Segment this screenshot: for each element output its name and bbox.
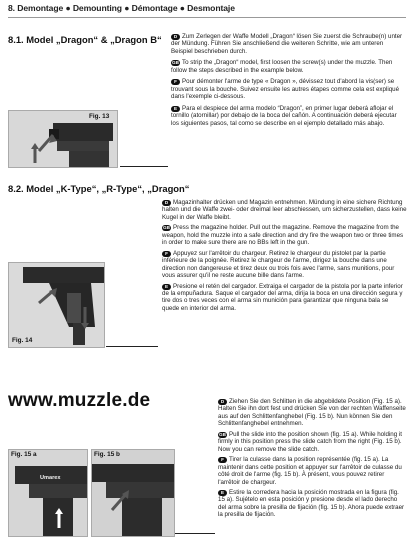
paragraph-es: E Presione el retén del cargador. Extraiga el cargador de la pistola por la parte inferior de la empuñadura. Saque el cargador del arma, dirija la boca en una dirección segura y tire dos o tres veces con el arma sin munición para garantizar que ninguna bala se quede en interior del arma. xyxy=(162,282,403,312)
figure-15b-label: Fig. 15 b xyxy=(94,451,120,458)
paragraph-gb: GB Pull the slide into the position shown (fig. 15 a). While holding it firmly in this position press the slide catch from the right (Fig. 15 b). Now you can remove the slide catch. xyxy=(218,430,403,453)
lang-badge-gb: GB xyxy=(172,60,179,66)
section-8-1-text xyxy=(171,33,406,127)
section-8-3-text xyxy=(218,398,407,519)
lang-badge-es: E xyxy=(218,490,227,496)
lang-badge-de: D xyxy=(218,399,227,405)
divider xyxy=(175,533,215,534)
pistol-slide-image xyxy=(9,450,87,536)
figure-14-label: Fig. 14 xyxy=(12,337,33,344)
paragraph-gb: GB Press the magazine holder. Pull out the magazine. Remove the magazine from the weapon, hold the muzzle into a safe direction and dry fire the weapon two or three times in order to make sure there are no BBs left in the gun. xyxy=(162,224,404,247)
figure-15b xyxy=(91,449,175,537)
lang-badge-fr: F xyxy=(218,457,227,463)
header-rule xyxy=(8,17,406,18)
page-header: 8. Demontage ● Demounting ● Démontage ● Desmontaje xyxy=(8,3,235,13)
lang-badge-es: E xyxy=(171,106,180,112)
lang-badge-fr: F xyxy=(162,251,171,257)
section-title-8-2: 8.2. Model „K-Type“, „R-Type“, „Dragon“ xyxy=(8,183,190,194)
pistol-magazine-image xyxy=(9,263,104,347)
paragraph-de: D Magazinhalter drücken und Magazin entnehmen. Mündung in eine sichere Richtung halten und die Waffe zwei- oder dreimal leer abschiessen, um sicherzustellen, dass keine Kugel in der Waffe bleibt. xyxy=(162,199,407,221)
section-title-8-1: 8.1. Model „Dragon“ & „Dragon B“ xyxy=(8,34,162,45)
paragraph-de: D Zum Zerlegen der Waffe Modell „Dragon“ lösen Sie zuerst die Schraube(n) unter der Mündung. Führen Sie anschließend die weiteren Schritte, wie am unteren Beispiel beschrieben durch. xyxy=(171,33,403,55)
figure-14 xyxy=(8,262,105,348)
lang-badge-gb: GB xyxy=(219,431,226,437)
divider xyxy=(106,346,158,347)
watermark: Umarex xyxy=(40,475,61,481)
lang-badge-es: E xyxy=(162,284,171,290)
lang-badge-de: D xyxy=(162,200,171,206)
section-8-2-text xyxy=(162,199,407,312)
paragraph-de: D Ziehen Sie den Schlitten in die abgebildete Position (Fig. 15 a). Halten Sie ihn dort fest und drücken Sie von der rechten Waffenseite aus auf den Schlittenfanghebel (Fig. 15 b). Nun können Sie den Schlittenfanghebel entnehmen. xyxy=(218,398,406,428)
paragraph-fr: F Appuyez sur l'arrêtoir du chargeur. Retirez le chargeur du pistolet par la partie inférieure de la poignée. Retirez le chargeur de l'arme, dirigez la bouche dans une direction non dangereuse et tirez deux ou trois fois avec l'arme, sans munitions, pour vous assurer qu'il ne reste aucune bille dans l'arme. xyxy=(162,249,395,280)
figure-15a-label: Fig. 15 a xyxy=(11,451,37,458)
paragraph-fr: F Tirer la culasse dans la position représentée (fig. 15 a). La maintenir dans cette position et appuyer sur l'arrêtoir de culasse du côté droit de l'arme (fig. 15 b). À présent, vous pouvez retirer l'arrêtoir de chargeur. xyxy=(218,456,402,486)
figure-13-label: Fig. 13 xyxy=(89,113,110,120)
figure-15a xyxy=(8,449,88,537)
paragraph-gb: GB To strip the „Dragon“ model, first loosen the screw(s) under the muzzle. Then follow the steps described in the example below. xyxy=(171,59,393,74)
paragraph-es: E Para el despiece del arma modelo “Dragon”, en primer lugar deberá aflojar el tornillo (atornillar) por debajo de la boca del cañón. A continuación deberá ejecutar los siguientes pasos, tal como se describe en el ejemplo detallado más abajo. xyxy=(171,104,397,127)
website-url: www.muzzle.de xyxy=(8,390,151,411)
slide-catch-image xyxy=(92,450,174,536)
lang-badge-de: D xyxy=(171,34,180,40)
divider xyxy=(120,166,168,167)
lang-badge-fr: F xyxy=(171,79,180,85)
paragraph-fr: F Pour démonter l'arme de type « Dragon », dévissez tout d'abord la vis(ser) se trouvant sous la bouche. Suivez ensuite les autres étapes comme cela est expliqué dans l'exemple ci-dessous. xyxy=(171,78,400,101)
paragraph-es: E Estire la corredera hacia la posición mostrada en la figura (fig. 15 a). Sujételo en esta posición y presione desde el lado derecho del arma sobre la presilla de fijación (fig. 15 b). Ahora puede extraer la presilla de fijación. xyxy=(218,488,405,519)
lang-badge-gb: GB xyxy=(163,225,170,231)
